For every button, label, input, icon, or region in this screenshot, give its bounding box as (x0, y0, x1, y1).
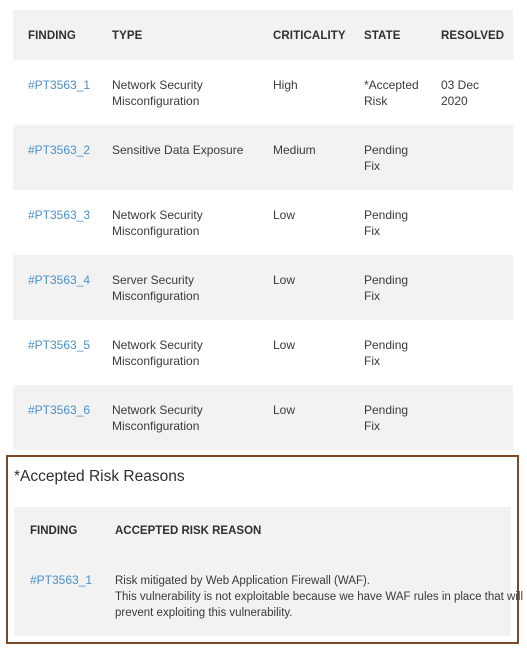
finding-state: Pending Fix (364, 273, 409, 303)
finding-criticality: High (273, 78, 298, 92)
finding-criticality: Low (273, 403, 296, 417)
finding-type: Network Security Misconfiguration (112, 78, 203, 108)
column-header-finding[interactable]: FINDING (30, 525, 78, 537)
table-row (13, 125, 513, 190)
finding-link[interactable]: #PT3563_1 (28, 78, 91, 92)
finding-link[interactable]: #PT3563_4 (28, 273, 91, 287)
finding-criticality: Low (273, 338, 296, 352)
finding-criticality: Low (273, 273, 296, 287)
column-header-state[interactable]: STATE (364, 30, 401, 42)
table-row (13, 385, 513, 450)
finding-state: Pending Fix (364, 143, 409, 173)
table-row (13, 255, 513, 320)
finding-type: Sensitive Data Exposure (112, 143, 244, 157)
column-header-type[interactable]: TYPE (112, 30, 143, 42)
finding-link[interactable]: #PT3563_3 (28, 208, 91, 222)
finding-type: Network Security Misconfiguration (112, 338, 203, 368)
table-row (13, 190, 513, 255)
column-header-finding[interactable]: FINDING (28, 30, 76, 42)
finding-type: Network Security Misconfiguration (112, 403, 203, 433)
finding-type: Server Security Misconfiguration (112, 273, 200, 303)
table-row (13, 60, 513, 125)
accepted-risk-reason-text: Risk mitigated by Web Application Firewall (WAF). This vulnerability is not exploitable because we have WAF rules in place that will prevent exploiting this vulnerability. (115, 575, 524, 619)
column-header-resolved[interactable]: RESOLVED (441, 30, 505, 42)
column-header-criticality[interactable]: CRITICALITY (273, 30, 346, 42)
finding-resolved: 03 Dec 2020 (441, 78, 480, 108)
accepted-risk-table (14, 507, 524, 636)
finding-link[interactable]: #PT3563_2 (28, 143, 91, 157)
finding-link[interactable]: #PT3563_6 (28, 403, 91, 417)
accepted-risk-reasons-title: *Accepted Risk Reasons (14, 468, 185, 485)
finding-link[interactable]: #PT3563_5 (28, 338, 91, 352)
finding-state: Pending Fix (364, 208, 409, 238)
finding-link[interactable]: #PT3563_1 (30, 573, 93, 587)
finding-state: Pending Fix (364, 338, 409, 368)
finding-type: Network Security Misconfiguration (112, 208, 203, 238)
finding-state: *Accepted Risk (364, 78, 419, 108)
findings-table-header (13, 10, 513, 60)
finding-criticality: Low (273, 208, 296, 222)
table-row (13, 320, 513, 385)
column-header-accepted-risk-reason[interactable]: ACCEPTED RISK REASON (115, 525, 262, 537)
findings-table (13, 10, 513, 450)
finding-criticality: Medium (273, 143, 316, 157)
finding-state: Pending Fix (364, 403, 409, 433)
accepted-risk-reasons-panel (6, 455, 524, 644)
